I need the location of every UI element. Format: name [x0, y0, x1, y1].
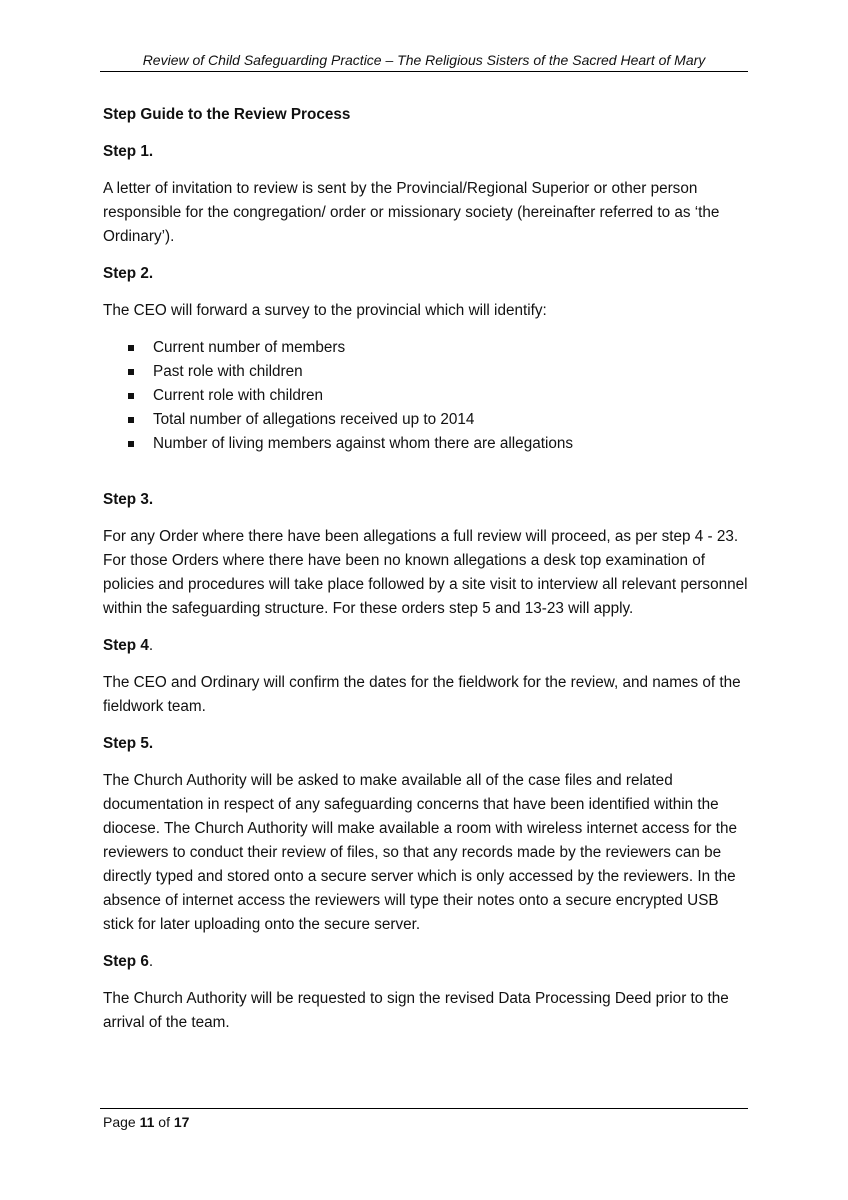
step-3-text: For any Order where there have been allegations a full review will proceed, as per step 4 - 23. For those Orders where there have been no known allegations a desk top examination of policies and procedures will take place followed by a site visit to interview all relevant personnel within the safeguarding structure. For these orders step 5 and 13-23 will apply. [103, 528, 748, 617]
step-4-label: Step 4. [103, 637, 154, 654]
list-item: Past role with children [103, 360, 748, 384]
page-word: Page [103, 1114, 136, 1130]
of-word: of [158, 1114, 170, 1130]
running-header: Review of Child Safeguarding Practice – The Religious Sisters of the Sacred Heart of Mary [142, 52, 706, 68]
list-item: Current role with children [103, 384, 748, 408]
square-bullet-icon [128, 441, 134, 447]
survey-items-list [103, 336, 748, 456]
square-bullet-icon [128, 369, 134, 375]
page-footer [103, 1112, 189, 1132]
step-3-label: Step 3. [103, 491, 154, 508]
section-heading: Step Guide to the Review Process [103, 106, 351, 123]
step-5-label: Step 5. [103, 735, 154, 752]
list-item: Number of living members against whom there are allegations [103, 432, 748, 456]
step-6-label: Step 6. [103, 953, 154, 970]
list-item: Current number of members [103, 336, 748, 360]
total-pages: 17 [173, 1114, 190, 1130]
main-content [103, 103, 748, 1048]
step-4-text: The CEO and Ordinary will confirm the dates for the fieldwork for the review, and names of the fieldwork team. [103, 674, 741, 715]
step-5-text: The Church Authority will be asked to make available all of the case files and related documentation in respect of any safeguarding concerns that have been identified within the diocese. The Church Authority will make available a room with wireless internet access for the reviewers to conduct their review of files, so that any records made by the reviewers can be directly typed and stored onto a secure server which is only accessed by the reviewers. In the absence of internet access the reviewers will type their notes onto a secure encrypted USB stick for later uploading onto the secure server. [103, 772, 737, 933]
list-item: Total number of allegations received up to 2014 [103, 408, 748, 432]
square-bullet-icon [128, 393, 134, 399]
square-bullet-icon [128, 417, 134, 423]
step-1-text: A letter of invitation to review is sent by the Provincial/Regional Superior or other person responsible for the congregation/ order or missionary society (hereinafter referred to as ‘the Ordinary’). [103, 180, 720, 245]
header-rule [100, 71, 748, 72]
page-number: 11 [139, 1114, 155, 1130]
footer-rule [100, 1108, 748, 1109]
square-bullet-icon [128, 345, 134, 351]
step-6-text: The Church Authority will be requested to sign the revised Data Processing Deed prior to the arrival of the team. [103, 990, 729, 1031]
step-1-label: Step 1. [103, 143, 154, 160]
step-2-label: Step 2. [103, 265, 154, 282]
step-2-text: The CEO will forward a survey to the provincial which will identify: [103, 302, 547, 319]
